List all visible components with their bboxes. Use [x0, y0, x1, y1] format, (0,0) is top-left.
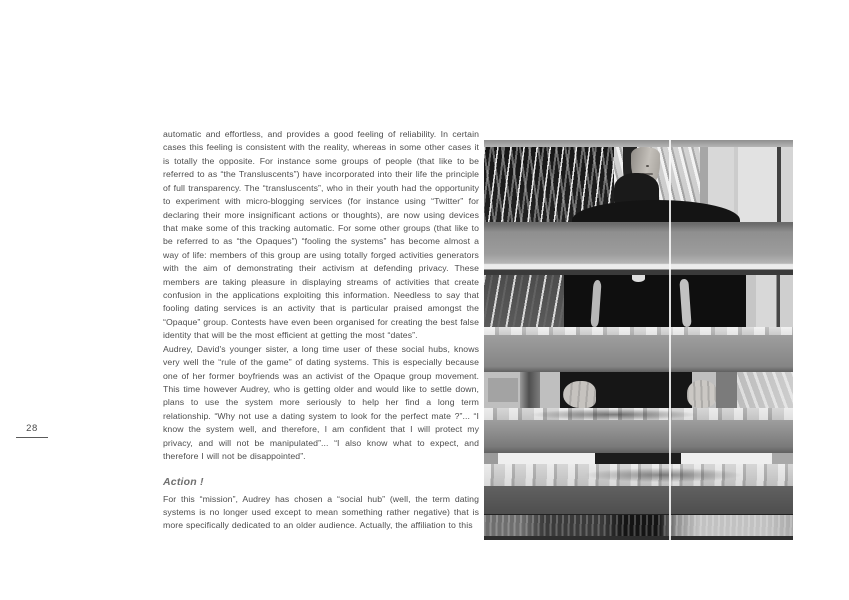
body-paragraph-1: automatic and effortless, and provides a good feeling of reliability. In certain cases this feeling is consistent with the reality, whereas in some other cases it is totally the opposite. For instance some groups of people (that like to be referred to as “the Transluscents”) have incorporated into their life the principle of full transparency. The “transluscents”, who in their youth had the opportunity to experiment with micro-blogging services (for instance using “Twitter” for declaring their more insignificant actions or thoughts), are now using devices that make some of this tracking automatic. For some other groups (that like to be referred to as “the Opaques”) “fooling the systems” has become almost a way of life: members of this group are using totally forged activities generators with the aim of demonstrating their activism at defending privacy. These members are taking pleasure in displaying streams of activities that create confusion in the applications exploiting this information. Needless to say that fooling dating services is an activity that is particular praised amongst the “Opaque” group. Contests have even been organised for creating the best false identity that will be the most efficient at getting the most “dates”. — [163, 129, 479, 341]
gap-shade-right — [772, 453, 793, 464]
woman-nose — [646, 165, 649, 167]
text-column — [163, 128, 479, 533]
woman-right-hand — [687, 380, 718, 408]
tree-trunk — [520, 372, 540, 408]
neck-highlight — [632, 275, 645, 282]
bench-slat-bottom — [484, 514, 793, 537]
bench-post — [716, 372, 737, 408]
gap-shade-left — [484, 453, 498, 464]
page-number: 28 — [26, 423, 38, 434]
bench-slat-3-top — [484, 408, 793, 420]
background-light-right — [737, 372, 793, 408]
photo-woman-behind-bench-slats — [484, 140, 793, 540]
section-heading-action: Action ! — [163, 475, 204, 488]
bench-slat-4 — [484, 486, 793, 514]
photo-bottom-edge — [484, 536, 793, 540]
bench-slat-2 — [484, 335, 793, 372]
background-wall-lower — [746, 275, 793, 327]
photo-torso-scene — [484, 275, 793, 327]
page-number-block — [16, 423, 48, 438]
photo-hands-scene — [484, 372, 793, 408]
palm-fronds-light — [484, 275, 572, 327]
photo-top-rail — [484, 140, 793, 147]
bench-slat-4-top — [484, 464, 793, 486]
photo-upper-scene — [484, 147, 793, 222]
woman-left-hand — [563, 381, 596, 408]
body-paragraph-3: For this “mission”, Audrey has chosen a “social hub” (well, the term dating systems is no longer used except to mean something rather negative) that is more specifically dedicated to an older audience. Actually, the affiliation to this — [163, 493, 479, 531]
body-paragraph-2: Audrey, David's younger sister, a long time user of these social hubs, knows very well the “rule of the game” of dating systems. This is especially because one of her former boyfriends was an activist of the Opaque group movement. This time however Audrey, who is getting older and would like to settle down, plans to use the system more seriously to help her find a long term relationship. “Why not use a dating system to look for the perfect mate ?”... “I know the system well, and therefore, I am confident that I will protect my privacy, and will not be manipulated”... “I also know what to expect, and therefore I will not be disappointed”. — [163, 343, 479, 462]
page-number-rule — [16, 437, 48, 438]
bench-slat-3 — [484, 420, 793, 453]
bench-slat-1 — [484, 222, 793, 275]
vertical-seam-line — [669, 140, 671, 540]
background-patch — [488, 378, 518, 402]
bench-slat-2-top — [484, 327, 793, 335]
photo-lower-gap — [484, 453, 793, 464]
